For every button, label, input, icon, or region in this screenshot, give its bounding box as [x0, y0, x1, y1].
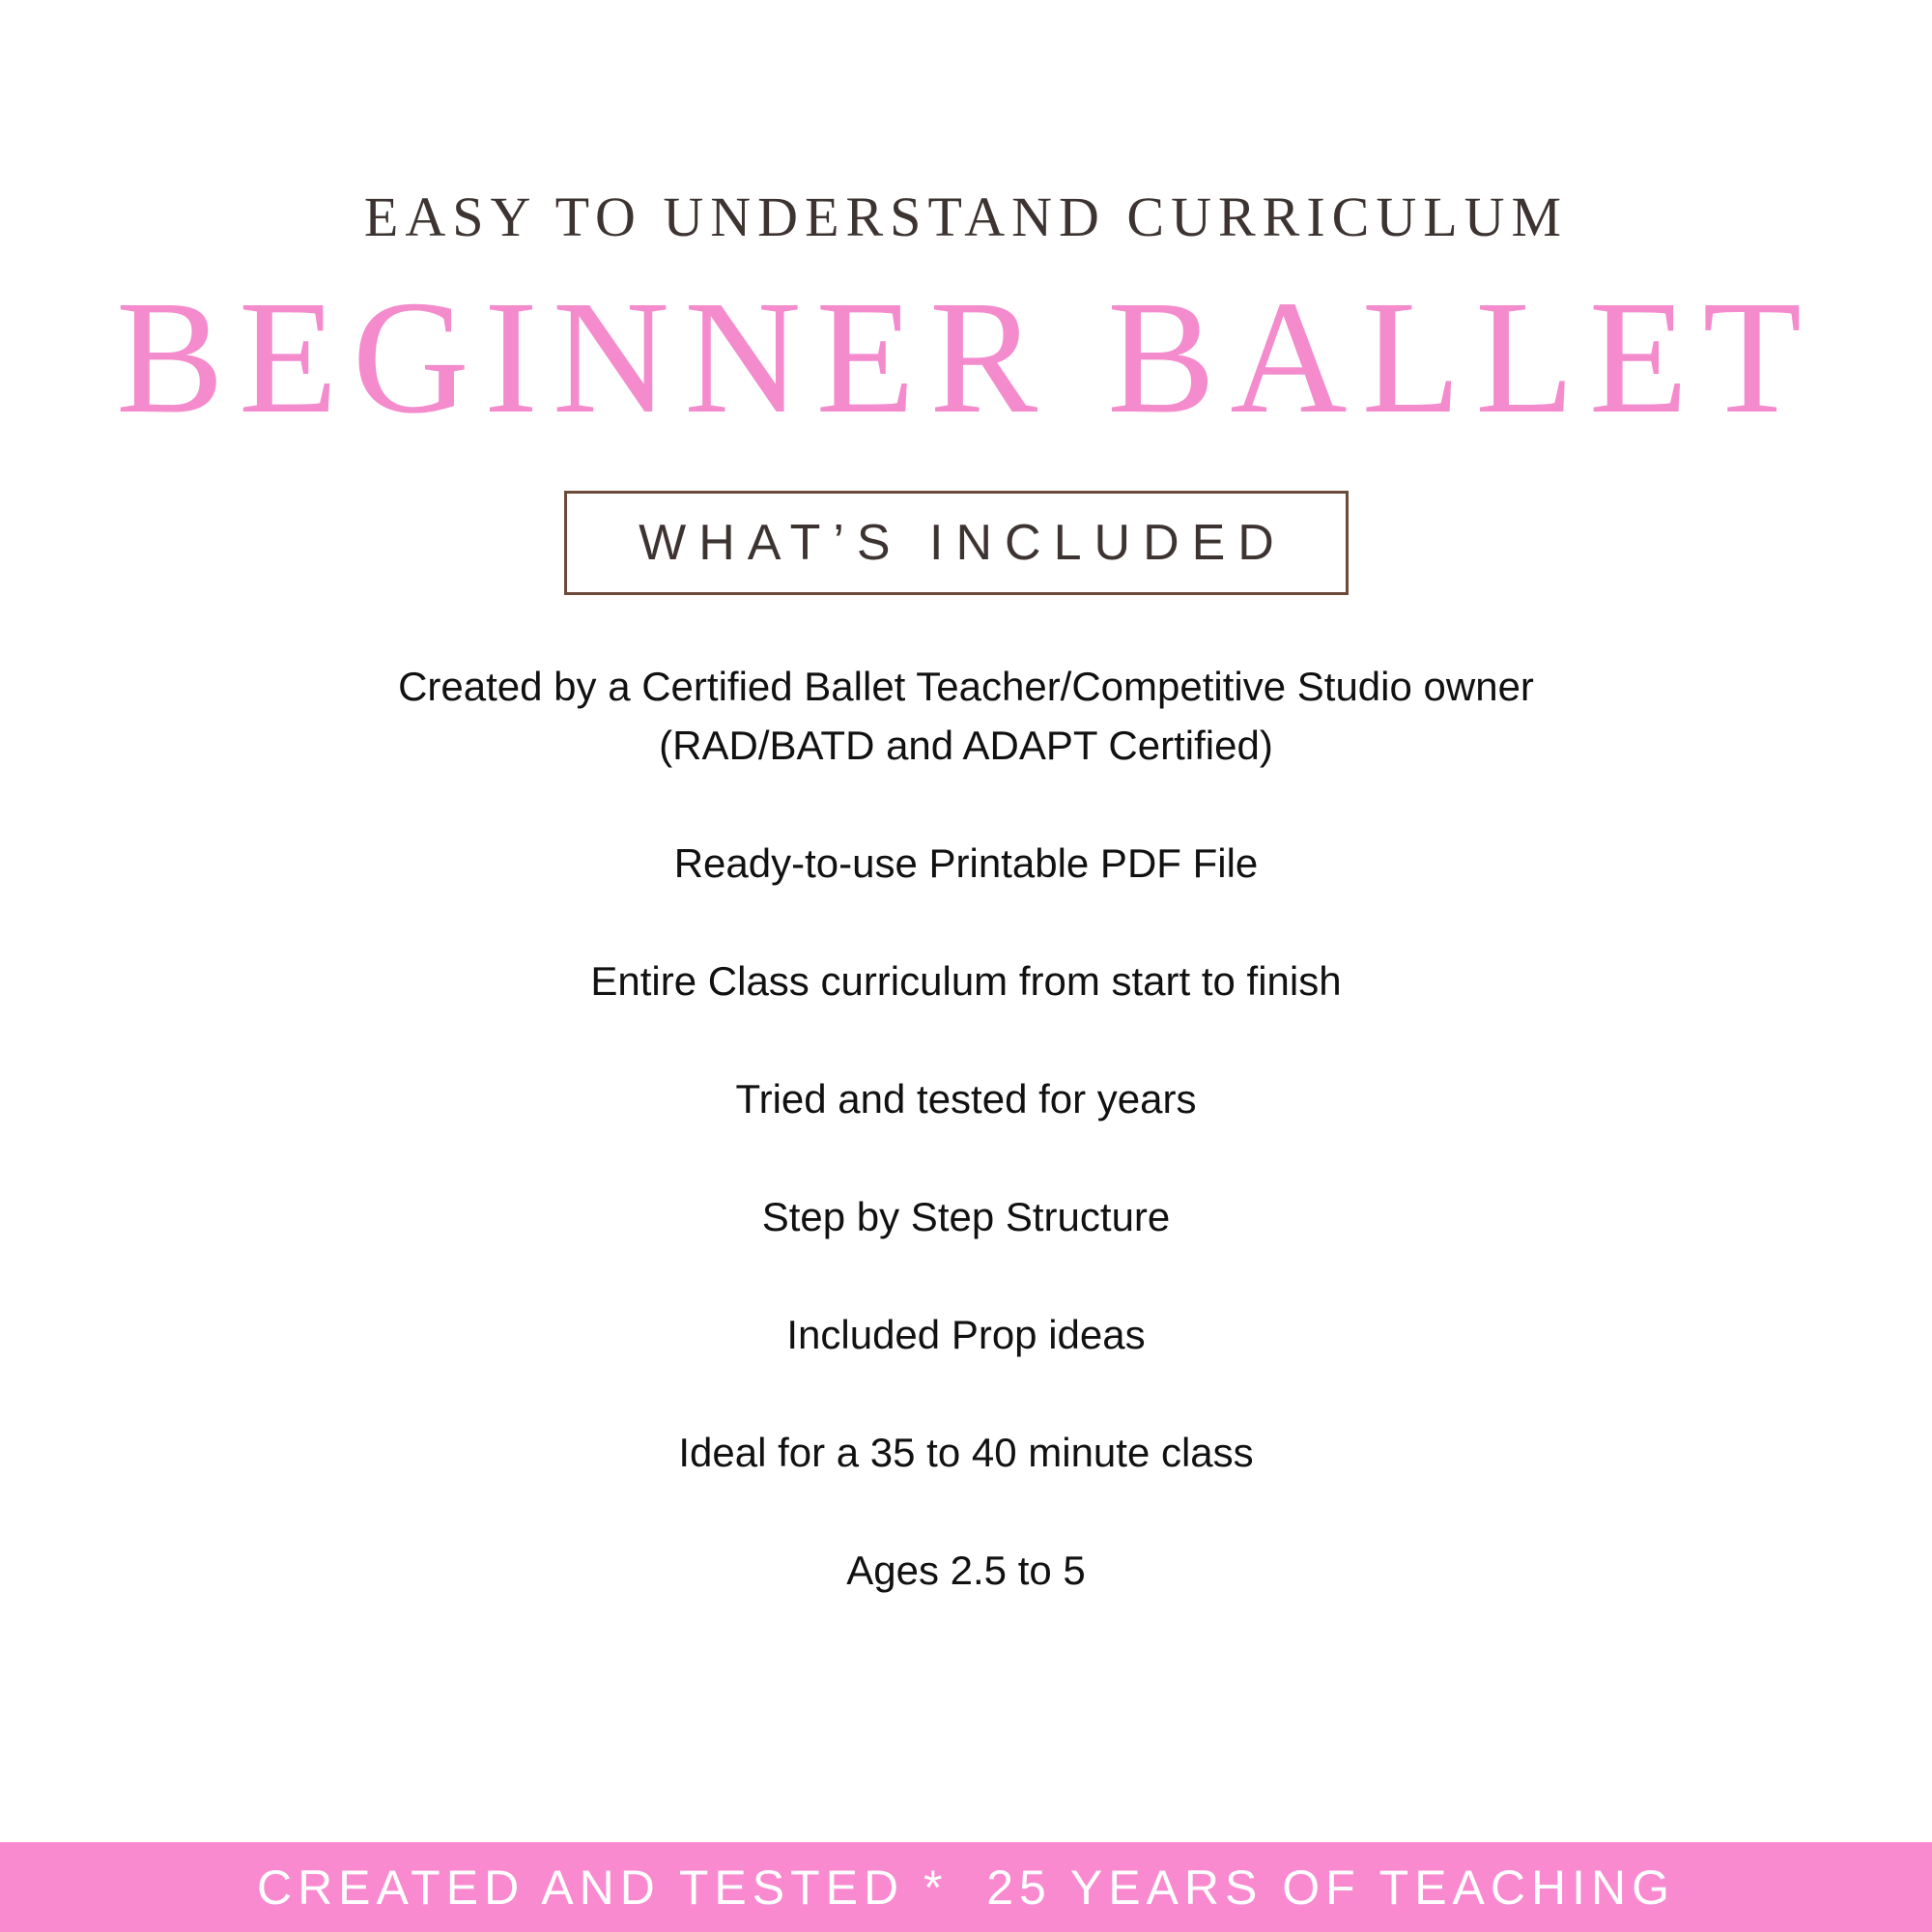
- eyebrow-heading: EASY TO UNDERSTAND CURRICULUM: [363, 185, 1569, 248]
- feature-list: [0, 657, 1932, 1659]
- feature-item-class-length: Ideal for a 35 to 40 minute class: [678, 1430, 1254, 1475]
- feature-item-ages: Ages 2.5 to 5: [846, 1548, 1086, 1593]
- page-title: BEGINNER BALLET: [115, 268, 1817, 447]
- footer-text: CREATED AND TESTED * 25 YEARS OF TEACHING: [256, 1860, 1676, 1915]
- feature-item-entire-curriculum: Entire Class curriculum from start to finish: [590, 958, 1342, 1004]
- whats-included-box: [564, 491, 1349, 595]
- feature-item-certified-teacher: Created by a Certified Ballet Teacher/Competitive Studio owner (RAD/BATD and ADAPT Certified): [398, 664, 1534, 768]
- footer-banner: [0, 1842, 1932, 1932]
- feature-item-tried-tested: Tried and tested for years: [735, 1076, 1197, 1122]
- whats-included-label: WHAT’S INCLUDED: [639, 515, 1287, 571]
- feature-item-printable-pdf: Ready-to-use Printable PDF File: [673, 840, 1259, 886]
- feature-item-step-by-step: Step by Step Structure: [761, 1194, 1171, 1239]
- feature-item-prop-ideas: Included Prop ideas: [786, 1312, 1146, 1357]
